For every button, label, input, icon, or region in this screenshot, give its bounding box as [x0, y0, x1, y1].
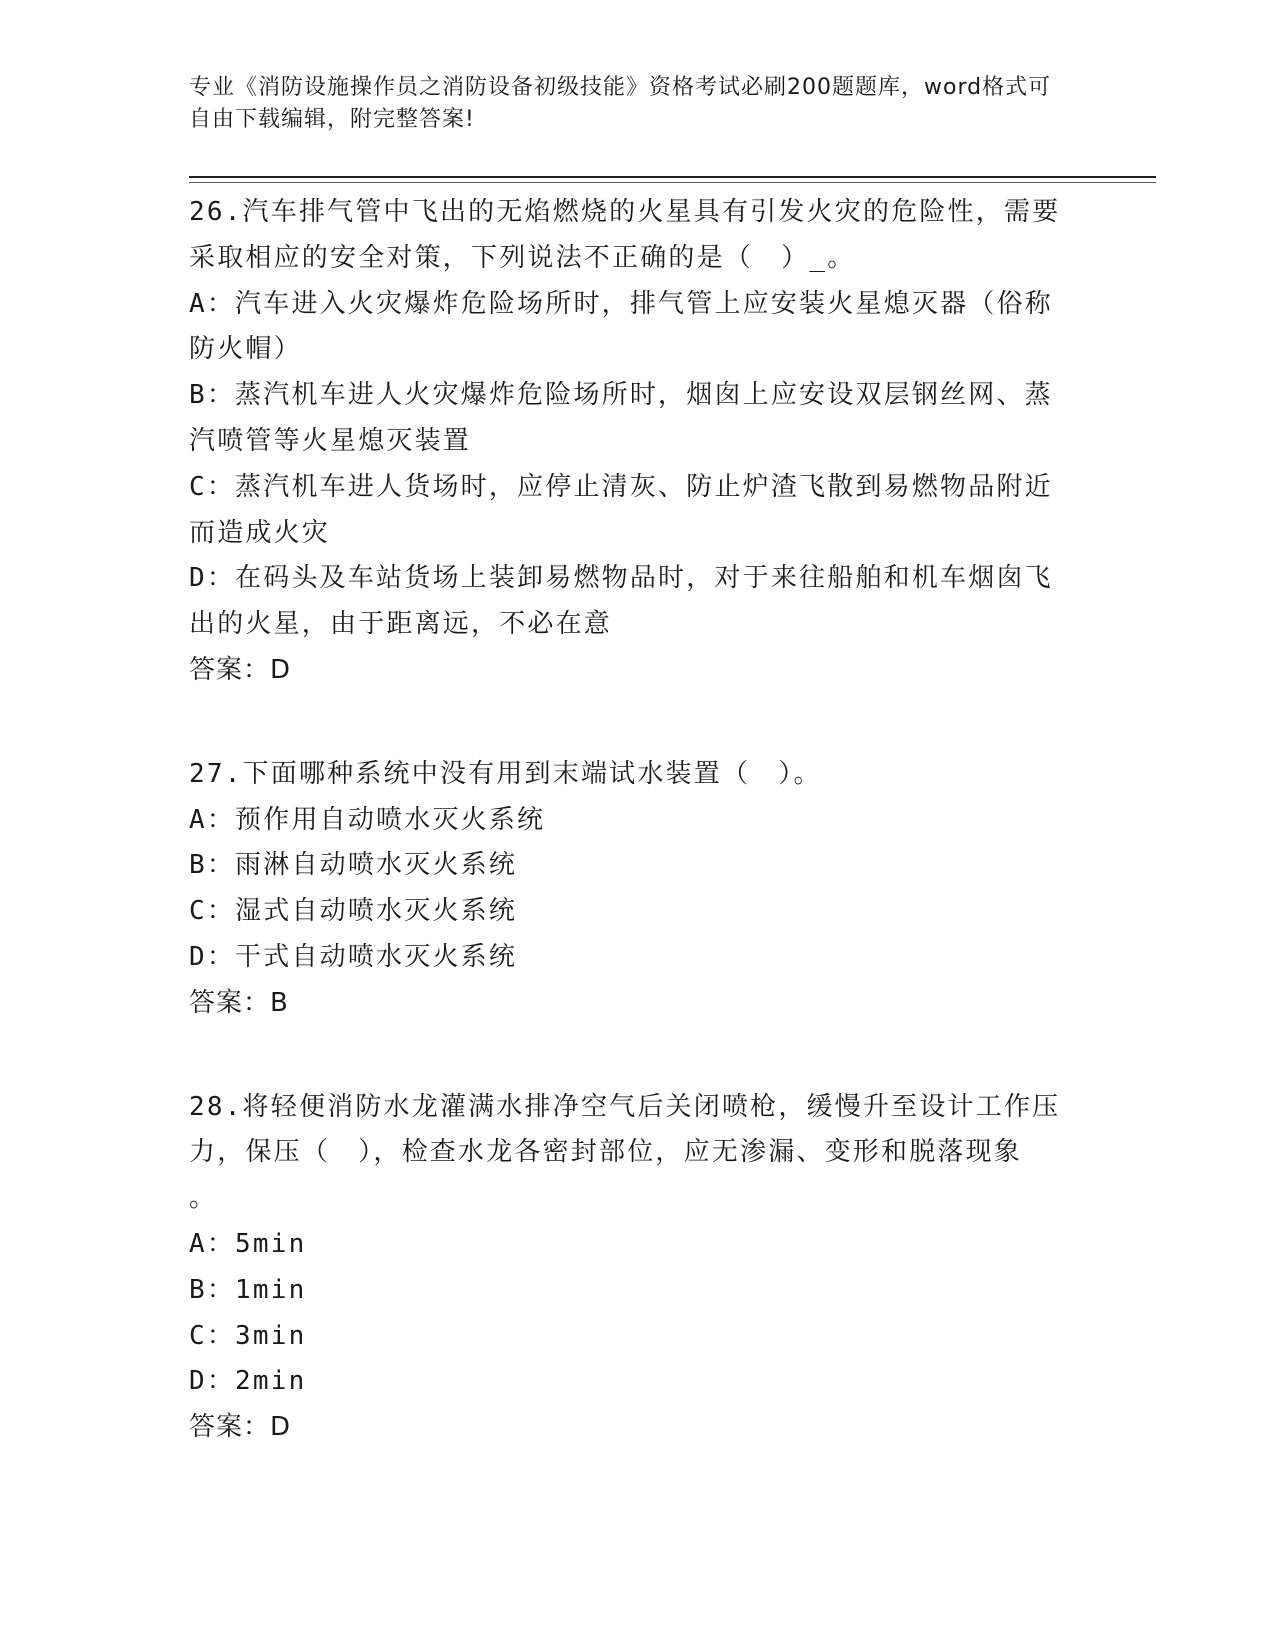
option-b-line: 汽喷管等火星熄灭装置 [189, 425, 472, 456]
answer-label: 答案：D [189, 654, 292, 685]
question-stem-line: 采取相应的安全对策，下列说法不正确的是（ ）_。 [189, 242, 856, 273]
option-c-line: C：蒸汽机车进人货场时，应停止清灰、防止炉渣飞散到易燃物品附近 [189, 471, 1053, 502]
question-stem-line: 力，保压（ ），检查水龙各密封部位，应无渗漏、变形和脱落现象 [189, 1137, 1023, 1168]
option-c-line: C：湿式自动喷水灭火系统 [189, 896, 518, 927]
option-b-line: B：蒸汽机车进人火灾爆炸危险场所时，烟囱上应安设双层钢丝网、蒸 [189, 380, 1053, 411]
document-header [189, 72, 1069, 136]
option-d-line: D：干式自动喷水灭火系统 [189, 941, 518, 972]
option-b-line: B：1min [189, 1274, 307, 1305]
option-d-line: D：在码头及车站货场上装卸易燃物品时，对于来往船舶和机车烟囱飞 [189, 563, 1053, 594]
question-stem-line: 28.将轻便消防水龙灌满水排净空气后关闭喷枪，缓慢升至设计工作压 [189, 1091, 1061, 1122]
question-28 [189, 1085, 1069, 1451]
option-a-line: A：预作用自动喷水灭火系统 [189, 804, 546, 835]
header-divider-thin [189, 182, 1156, 183]
option-a-line: A：5min [189, 1228, 307, 1259]
question-26 [189, 190, 1069, 694]
question-stem-line: 27.下面哪种系统中没有用到末端试水装置（ ）。 [189, 758, 822, 789]
option-d-line: D：2min [189, 1366, 307, 1397]
header-title: 专业《消防设施操作员之消防设备初级技能》资格考试必刷200题题库，word格式可自由下载编辑，附完整答案! [189, 75, 1052, 132]
question-list [189, 190, 1069, 1451]
question-stem-line: 26.汽车排气管中飞出的无焰燃烧的火星具有引发火灾的危险性，需要 [189, 197, 1061, 227]
question-stem-line: 。 [189, 1183, 218, 1214]
option-a-line: A：汽车进入火灾爆炸危险场所时，排气管上应安装火星熄灭器（俗称 [189, 288, 1053, 319]
question-27 [189, 752, 1069, 1027]
option-a-line: 防火帽） [189, 334, 302, 365]
option-b-line: B：雨淋自动喷水灭火系统 [189, 850, 518, 881]
option-c-line: C：3min [189, 1320, 307, 1351]
answer-label: 答案：D [189, 1412, 292, 1443]
option-d-line: 出的火星，由于距离远，不必在意 [189, 609, 613, 640]
option-c-line: 而造成火灾 [189, 517, 331, 548]
header-divider-thick [189, 176, 1156, 178]
answer-label: 答案：B [189, 987, 289, 1018]
